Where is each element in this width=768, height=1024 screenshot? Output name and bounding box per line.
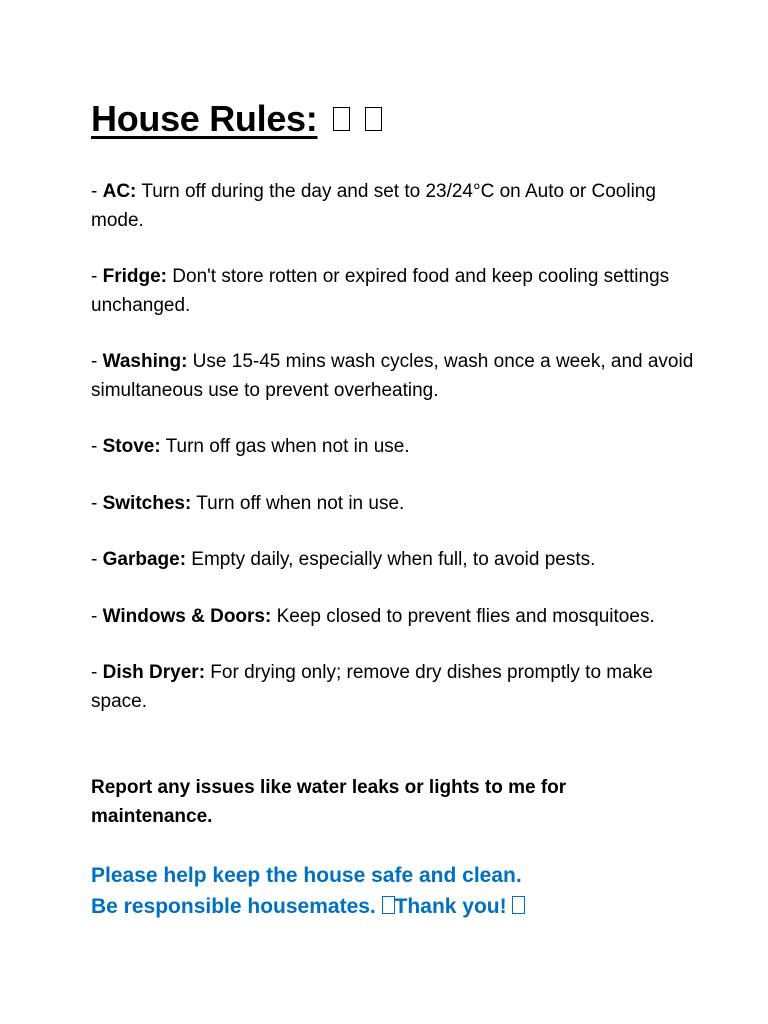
rule-text: Empty daily, especially when full, to avoid pests. bbox=[186, 549, 596, 570]
rule-label: Garbage: bbox=[102, 549, 187, 570]
rule-label: AC: bbox=[102, 181, 137, 202]
rule-label: Switches: bbox=[102, 492, 192, 514]
rule-windows-doors bbox=[91, 603, 711, 632]
rule-prefix: - bbox=[91, 436, 103, 457]
emoji-placeholder-icon bbox=[512, 896, 525, 914]
rule-label: Dish Dryer: bbox=[102, 662, 206, 683]
title-emoji-group bbox=[333, 107, 382, 131]
rule-prefix: - bbox=[91, 549, 103, 570]
rule-prefix: - bbox=[91, 662, 103, 683]
rule-dish-dryer bbox=[91, 659, 711, 716]
rule-ac bbox=[91, 178, 711, 235]
report-issues-note: Report any issues like water leaks or lights to me for maintenance. bbox=[91, 777, 567, 827]
closing-line-2-text: Be responsible housemates. bbox=[91, 895, 382, 918]
rule-prefix: - bbox=[91, 492, 103, 514]
rule-text: Turn off gas when not in use. bbox=[160, 436, 410, 457]
rule-text: Turn off when not in use. bbox=[191, 492, 405, 514]
emoji-placeholder-icon bbox=[365, 107, 382, 131]
closing-message bbox=[91, 860, 731, 922]
closing-line-1: Please help keep the house safe and clean. bbox=[91, 864, 522, 887]
rule-text: For drying only; remove dry dishes promptly to make space. bbox=[91, 662, 653, 712]
emoji-placeholder-icon bbox=[333, 107, 350, 131]
rule-prefix: - bbox=[91, 605, 103, 627]
emoji-placeholder-icon bbox=[382, 896, 395, 914]
rule-prefix: - bbox=[91, 351, 103, 372]
thank-you-text: Thank you! bbox=[394, 895, 513, 918]
rule-label: Stove: bbox=[102, 436, 161, 457]
title-row bbox=[91, 98, 382, 140]
page-title: House Rules: bbox=[91, 98, 318, 139]
rule-label: Windows & Doors: bbox=[102, 605, 272, 627]
rule-text: Don't store rotten or expired food and keep cooling settings unchanged. bbox=[91, 266, 670, 316]
rule-label: Fridge: bbox=[102, 266, 167, 287]
rule-washing bbox=[91, 348, 711, 405]
rule-switches bbox=[91, 490, 711, 519]
closing-line-2 bbox=[91, 891, 731, 922]
rule-prefix: - bbox=[91, 266, 103, 287]
rule-prefix: - bbox=[91, 181, 103, 202]
rule-stove bbox=[91, 433, 711, 462]
rule-garbage bbox=[91, 546, 711, 575]
rule-text: Turn off during the day and set to 23/24°C on Auto or Cooling mode. bbox=[91, 181, 656, 231]
rule-text: Use 15-45 mins wash cycles, wash once a week, and avoid simultaneous use to prevent overheating. bbox=[91, 351, 694, 401]
rule-label: Washing: bbox=[102, 351, 188, 372]
rule-fridge bbox=[91, 263, 711, 320]
rule-text: Keep closed to prevent flies and mosquitoes. bbox=[271, 605, 655, 627]
rules-list bbox=[91, 178, 711, 744]
